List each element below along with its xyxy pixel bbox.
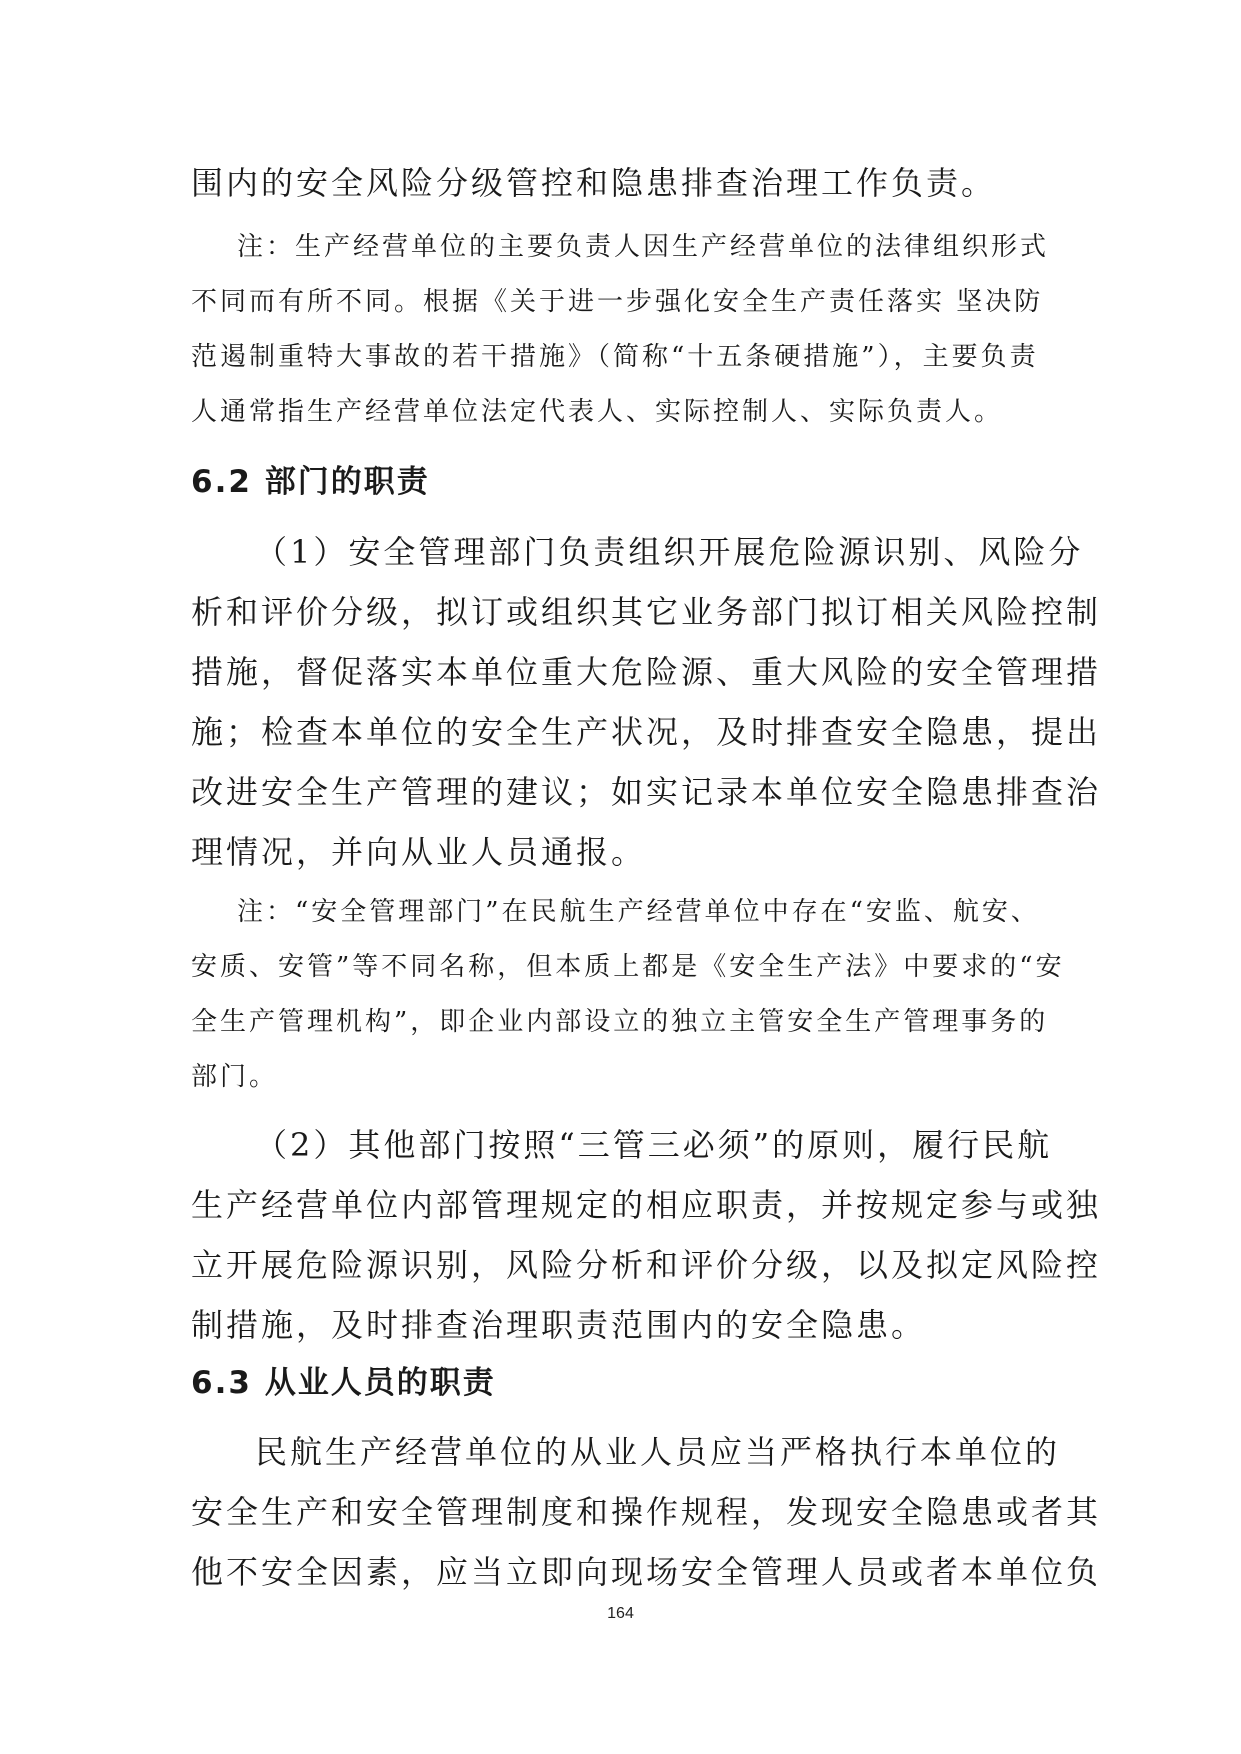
paragraph-6-2-2-line-1: （2）其他部门按照“三管三必须”的原则，履行民航 [255, 1126, 1053, 1164]
paragraph-6-2-1-line-3: 措施，督促落实本单位重大危险源、重大风险的安全管理措 [191, 653, 1102, 691]
paragraph-6-3-line-3: 他不安全因素，应当立即向现场安全管理人员或者本单位负 [191, 1553, 1102, 1591]
note-2-line-2: 安质、安管”等不同名称，但本质上都是《安全生产法》中要求的“安 [191, 952, 1065, 982]
paragraph-6-3-line-2: 安全生产和安全管理制度和操作规程，发现安全隐患或者其 [191, 1493, 1102, 1531]
note-2-line-1: 注：“安全管理部门”在民航生产经营单位中存在“安监、航安、 [237, 897, 1040, 927]
section-heading-6-2: 6.2 部门的职责 [191, 464, 430, 500]
note-1-line-4: 人通常指生产经营单位法定代表人、实际控制人、实际负责人。 [191, 397, 1004, 427]
paragraph-6-2-1-line-5: 改进安全生产管理的建议；如实记录本单位安全隐患排查治 [191, 773, 1102, 811]
paragraph-6-2-1-line-1: （1）安全管理部门负责组织开展危险源识别、风险分 [255, 533, 1084, 571]
note-2-line-4: 部门。 [191, 1062, 279, 1092]
paragraph-6-2-1-line-4: 施；检查本单位的安全生产状况，及时排查安全隐患，提出 [191, 713, 1102, 751]
note-1-line-1: 注：生产经营单位的主要负责人因生产经营单位的法律组织形式 [237, 232, 1050, 262]
paragraph-6-2-1-line-6: 理情况，并向从业人员通报。 [191, 833, 647, 871]
page-number: 164 [607, 1605, 634, 1622]
note-1-line-2: 不同而有所不同。根据《关于进一步强化安全生产责任落实 坚决防 [191, 287, 1044, 317]
note-2-line-3: 全生产管理机构”，即企业内部设立的独立主管安全生产管理事务的 [191, 1007, 1049, 1037]
section-heading-6-3: 6.3 从业人员的职责 [191, 1365, 496, 1401]
paragraph-6-2-2-line-4: 制措施，及时排查治理职责范围内的安全隐患。 [191, 1306, 927, 1344]
paragraph-6-2-2-line-2: 生产经营单位内部管理规定的相应职责，并按规定参与或独 [191, 1186, 1102, 1224]
note-1-line-3: 范遏制重特大事故的若干措施》（简称“十五条硬措施”），主要负责 [191, 342, 1039, 372]
paragraph-6-3-line-1: 民航生产经营单位的从业人员应当严格执行本单位的 [255, 1433, 1061, 1471]
paragraph-continuation-line: 围内的安全风险分级管控和隐患排查治理工作负责。 [191, 164, 997, 202]
paragraph-6-2-2-line-3: 立开展危险源识别，风险分析和评价分级，以及拟定风险控 [191, 1246, 1102, 1284]
paragraph-6-2-1-line-2: 析和评价分级，拟订或组织其它业务部门拟订相关风险控制 [191, 593, 1102, 631]
